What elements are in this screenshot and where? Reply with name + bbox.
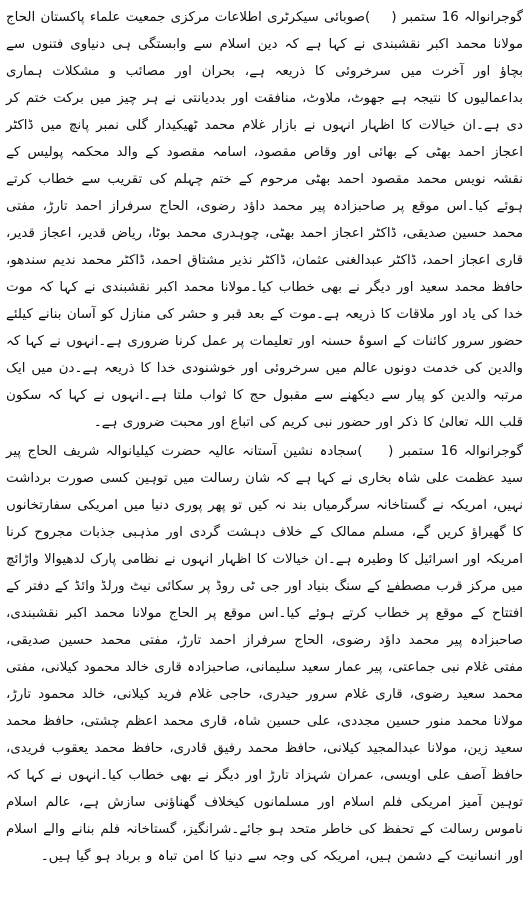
article-body: صوبائی سیکرٹری اطلاعات مرکزی جمعیت علماء پاکستان الحاج مولانا محمد اکبر نقشبندی نے کہا ہے کہ دین اسلام سے وابستگی ہی دنیاوی فتنوں سے بچاؤ اور آخرت میں سرخروئی کا ذریعہ ہے، بحران اور مصائب و مشکلات ہماری بداعمالیوں کا نتیجہ ہے جھوٹ، ملاوٹ، منافقت اور بددیانتی نے ہر چیز میں برکت ختم کر دی ہے۔ان خیالات کا اظہار انہوں نے بازار غلام محمد ٹھیکیدار گلی نمبر پانچ میں ڈاکٹر اعجاز احمد بھٹی کے بھائی اور وقاص مقصود، اسامہ مقصود کے والد محکمہ پولیس کے نقشہ نویس محمد مقصود احمد بھٹی مرحوم کے ختم چہلم کی تقریب سے خطاب کرتے ہوئے کیا۔اس موقع پر صاحبزادہ پیر محمد داؤد رضوی، الحاج سرفراز احمد تارڑ، مفتی محمد حسین صدیقی، ڈاکٹر اعجاز احمد بھٹی، چوہدری محمد بوٹا، ریاض قدیر، اعجاز قدیر، قاری اعجاز احمد، ڈاکٹر عبدالغنی عثمان، ڈاکٹر نذیر مشتاق احمد، ڈاکٹر محمد ندیم سندھو، حافظ محمد سعید اور دیگر نے بھی خطاب کیا۔مولانا محمد اکبر نقشبندی نے کہا کہ موت خدا کی یاد اور ملاقات کا ذریعہ ہے۔موت کے بعد قبر و حشر کی منازل کو آسان بنانے کیلئے حضور سرور کائنات کے اسوۂ حسنہ اور تعلیمات پر عمل کرنا ضروری ہے۔انہوں نے کہا کہ والدین کی خدمت دونوں عالم میں سرخروئی اور خوشنودی خدا کا ذریعہ ہے۔دن میں ایک مرتبہ والدین کو پیار سے دیکھنے سے مقبول حج کا ثواب ملتا ہے۔انہوں نے کہا کہ سکون قلب اللہ تعالیٰ کا ذکر اور حضور نبی کریم کی اتباع اور محبت ضروری ہے۔ [6, 10, 523, 430]
article-dateline: گوجرانوالہ 16 ستمبر ( ) [365, 10, 524, 25]
article-dateline: گوجرانوالہ 16 ستمبر ( ) [357, 444, 524, 459]
article-body: سجادہ نشین آستانہ عالیہ حضرت کیلیانوالہ شریف الحاج پیر سید عظمت علی شاہ بخاری نے کہا ہے کہ شان رسالت میں توہین کسی صورت برداشت نہیں، امریکہ نے گستاخانہ سرگرمیاں بند نہ کیں تو پھر پوری دنیا میں امریکی سفارتخانوں کا گھیراؤ کریں گے، مسلم ممالک کے خلاف دہشت گردی اور مذہبی جذبات مجروح کرنا امریکہ اور اسرائیل کا وطیرہ ہے۔ان خیالات کا اظہار انہوں نے نظامی پارک لدھیوالا واڑائچ میں مرکز قرب مصطفےٰ کے سنگ بنیاد اور جی ٹی روڈ پر سکائی نیٹ ورلڈ وائڈ کے دفتر کے افتتاح کے موقع پر خطاب کرتے ہوئے کیا۔اس موقع پر الحاج مولانا محمد اکبر نقشبندی، صاحبزادہ پیر محمد داؤد رضوی، الحاج سرفراز احمد تارڑ، مفتی محمد حسین صدیقی، مفتی غلام نبی جماعتی، پیر عمار سعید سلیمانی، صاحبزادہ قاری خالد محمود کیلانی، مفتی محمد سعید رضوی، قاری غلام سرور حیدری، حاجی غلام فرید کیلانی، خالد محمود تارڑ، مولانا محمد منور حسین مجددی، علی حسین شاہ، قاری محمد اعظم چشتی، حافظ محمد سعید زین، مولانا عبدالمجید کیلانی، حافظ محمد رفیق قادری، حافظ محمد یعقوب فریدی، حافظ آصف علی اویسی، عمران شہزاد تارڑ اور دیگر نے بھی خطاب کیا۔انہوں نے کہا کہ توہین آمیز امریکی فلم اسلام اور مسلمانوں کیخلاف گھناؤنی سازش ہے، عالم اسلام ناموس رسالت کے تحفظ کی خاطر متحد ہو جائے۔شرانگیز، گستاخانہ فلم بنانے والے اسلام اور انسانیت کے دشمن ہیں، امریکہ کی وجہ سے دنیا کا امن تباہ و برباد ہو گیا ہیں۔ [6, 444, 523, 864]
news-article-2 [6, 438, 523, 870]
news-article-1 [6, 4, 523, 436]
article-paragraph [6, 4, 523, 436]
article-paragraph [6, 438, 523, 870]
article-separator [0, 412, 529, 432]
